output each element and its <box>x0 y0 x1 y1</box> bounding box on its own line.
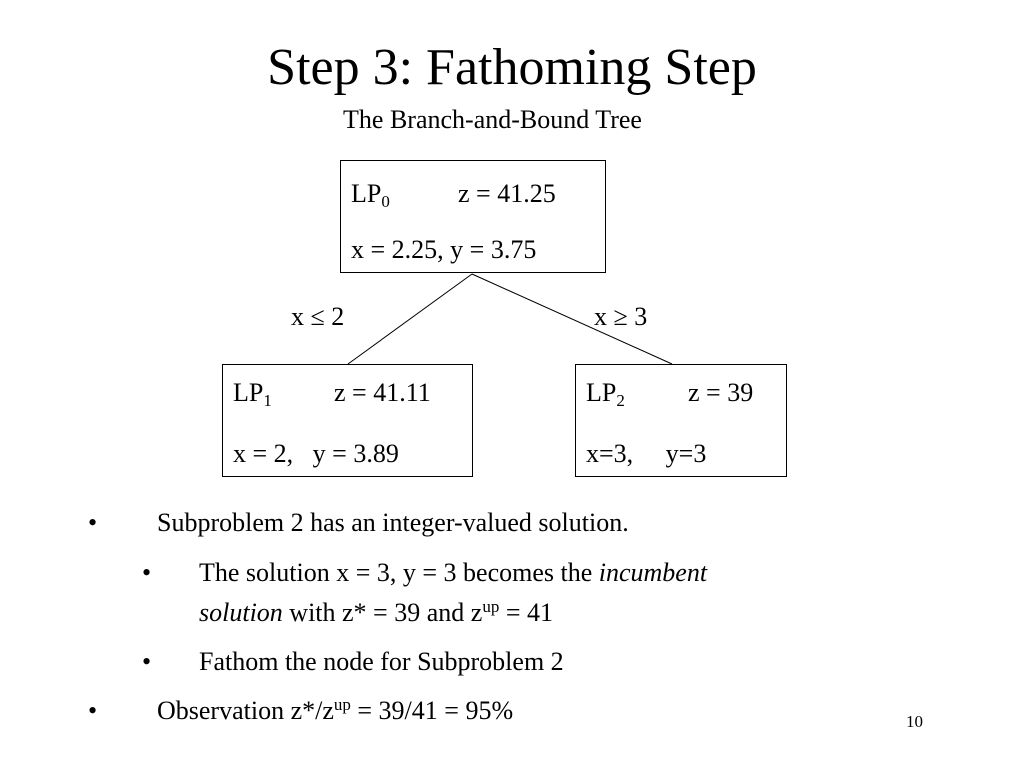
bullet-item <box>0 647 1024 679</box>
bullet-marker: • <box>88 696 98 725</box>
node-label: $LP_0$ <box>351 179 390 211</box>
node-objective: z = 39 <box>688 378 754 407</box>
tree-node-lp2 <box>575 364 787 477</box>
bullet-item <box>0 696 1024 728</box>
node-label: $LP_1$ <box>233 378 272 410</box>
branch-label-right: x ≥ 3 <box>594 302 648 331</box>
page-number: 10 <box>906 712 923 731</box>
edge-left <box>348 274 472 364</box>
bullet-text: Fathom the node for Subproblem 2 <box>199 647 564 676</box>
node-solution: x = 2, y = 3.89 <box>233 439 399 468</box>
bullet-item <box>0 508 1024 540</box>
bullet-text: Subproblem 2 has an integer-valued solution. <box>157 508 629 537</box>
node-solution: x = 2.25, y = 3.75 <box>351 235 537 264</box>
bullet-marker: • <box>142 558 152 587</box>
bullet-text-line1: The solution x = 3, y = 3 becomes the incumbent <box>199 558 708 587</box>
branch-label-left: x ≤ 2 <box>291 302 345 331</box>
tree-node-lp1 <box>222 364 473 477</box>
tree-node-lp0 <box>340 160 606 273</box>
bullet-marker: • <box>88 508 98 537</box>
bullet-text-line2: solution with z* = 39 and $z^{up} = 41$ <box>199 597 553 627</box>
node-objective: z = 41.25 <box>458 179 556 208</box>
node-solution: x=3, y=3 <box>586 439 707 468</box>
bullet-item <box>0 558 1024 630</box>
bullet-text: Observation $z*/z^{up} = 39/41 = 95\%$ <box>157 695 514 725</box>
slide-subtitle: The Branch-and-Bound Tree <box>343 105 642 134</box>
bullet-marker: • <box>142 647 152 676</box>
node-label: $LP_2$ <box>586 378 625 410</box>
node-objective: z = 41.11 <box>334 378 431 407</box>
slide-title: Step 3: Fathoming Step <box>267 39 757 96</box>
